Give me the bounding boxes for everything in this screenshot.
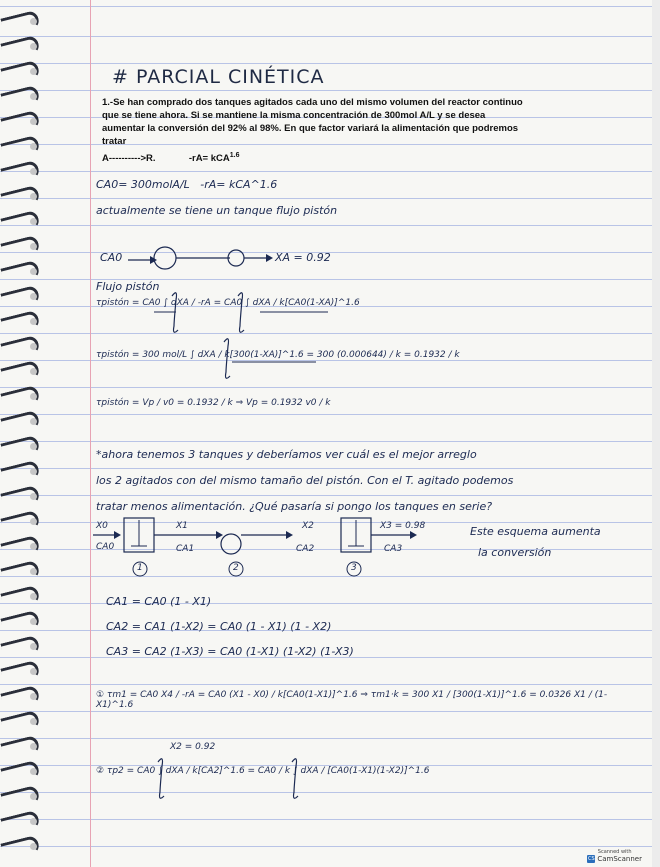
- rate-law: -rA= kCA: [188, 153, 230, 165]
- plug-flow-equation: τpistón = CA0 ∫ dXA / -rA = CA0 ∫ dXA / k[CA0(1-XA)]^1.6: [96, 298, 360, 308]
- note-agitated-tanks: los 2 agitados con del mismo tamaño del pistón. Con el T. agitado podemos: [96, 474, 514, 487]
- stream-x1: X1: [176, 521, 188, 531]
- scanner-watermark: Scanned with CS CamScanner: [588, 849, 642, 863]
- equation-ca3: CA3 = CA2 (1-X3) = CA0 (1-X1) (1-X2) (1-X3): [106, 645, 354, 658]
- note-series: tratar menos alimentación. ¿Qué pasaría si pongo los tanques en serie?: [96, 500, 493, 513]
- given-data: CA0= 300molA/L -rA= kCA^1.6: [96, 178, 278, 191]
- outlet-conversion: XA = 0.92: [275, 251, 331, 264]
- plug-flow-heading: Flujo pistón: [96, 280, 160, 293]
- plug-flow-volume: τpistón = Vp / v0 = 0.1932 / k ⇒ Vp = 0.1932 v0 / k: [96, 398, 331, 408]
- circle-label-1: 1: [137, 563, 143, 573]
- stream-ca3: CA3: [384, 544, 403, 554]
- integral-sign: [292, 759, 298, 798]
- equation-tank-2: ② τp2 = CA0 ∫ dXA / k[CA2]^1.6 = CA0 / k ∫ dXA / [CA0(1-X1)(1-X2)]^1.6: [96, 766, 430, 776]
- pfr-inlet-circle: [154, 247, 176, 269]
- page-title: # PARCIAL CINÉTICA: [112, 66, 325, 88]
- pfr-outlet-circle: [228, 250, 244, 266]
- equation-tank-1: ① τm1 = CA0 X4 / -rA = CA0 (X1 - X0) / k[CA0(1-X1)]^1.6 ⇒ τm1·k = 300 X1 / [300(1-X1)]^1.6 = 0.0326 X1 / (1-X1)^1.6: [96, 690, 608, 710]
- circle-label-3: 3: [351, 563, 357, 573]
- reaction: A---------->R.: [102, 153, 156, 165]
- stream-x3: X3 = 0.98: [380, 521, 426, 531]
- problem-text: 1.-Se han comprado dos tanques agitados cada uno del mismo volumen del reactor continuo que se tiene ahora. Si se mantiene la misma concentración de 300mol A/L y se desea aumentar la conversión del 92% al 98%. En que factor variará la alimentación que podremos tratar: [102, 97, 523, 147]
- note-conversion: la conversión: [478, 546, 552, 559]
- note-three-tanks: *ahora tenemos 3 tanques y deberíamos ver cuál es el mejor arreglo: [96, 448, 477, 461]
- plug-flow-result: τpistón = 300 mol/L ∫ dXA / k[300(1-XA)]^1.6 = 300 (0.000644) / k = 0.1932 / k: [96, 350, 460, 360]
- note-scheme: Este esquema aumenta: [470, 525, 601, 538]
- camscanner-icon: CS: [588, 856, 595, 862]
- stream-ca2: CA2: [296, 544, 315, 554]
- equation-ca1: CA1 = CA0 (1 - X1): [106, 595, 212, 608]
- pfr-2: [221, 534, 241, 554]
- stream-ca1: CA1: [176, 544, 195, 554]
- stream-x0: X0: [96, 521, 108, 531]
- stream-ca0: CA0: [96, 542, 115, 552]
- rate-exponent: 1.6: [229, 152, 240, 159]
- feed-label: CA0: [100, 251, 123, 264]
- upper-limit: X2 = 0.92: [170, 742, 216, 752]
- note-current-reactor: actualmente se tiene un tanque flujo pistón: [96, 204, 338, 217]
- integral-sign: [158, 759, 164, 798]
- stream-x2: X2: [302, 521, 314, 531]
- circle-label-2: 2: [233, 563, 239, 573]
- equation-ca2: CA2 = CA1 (1-X2) = CA0 (1 - X1) (1 - X2): [106, 620, 332, 633]
